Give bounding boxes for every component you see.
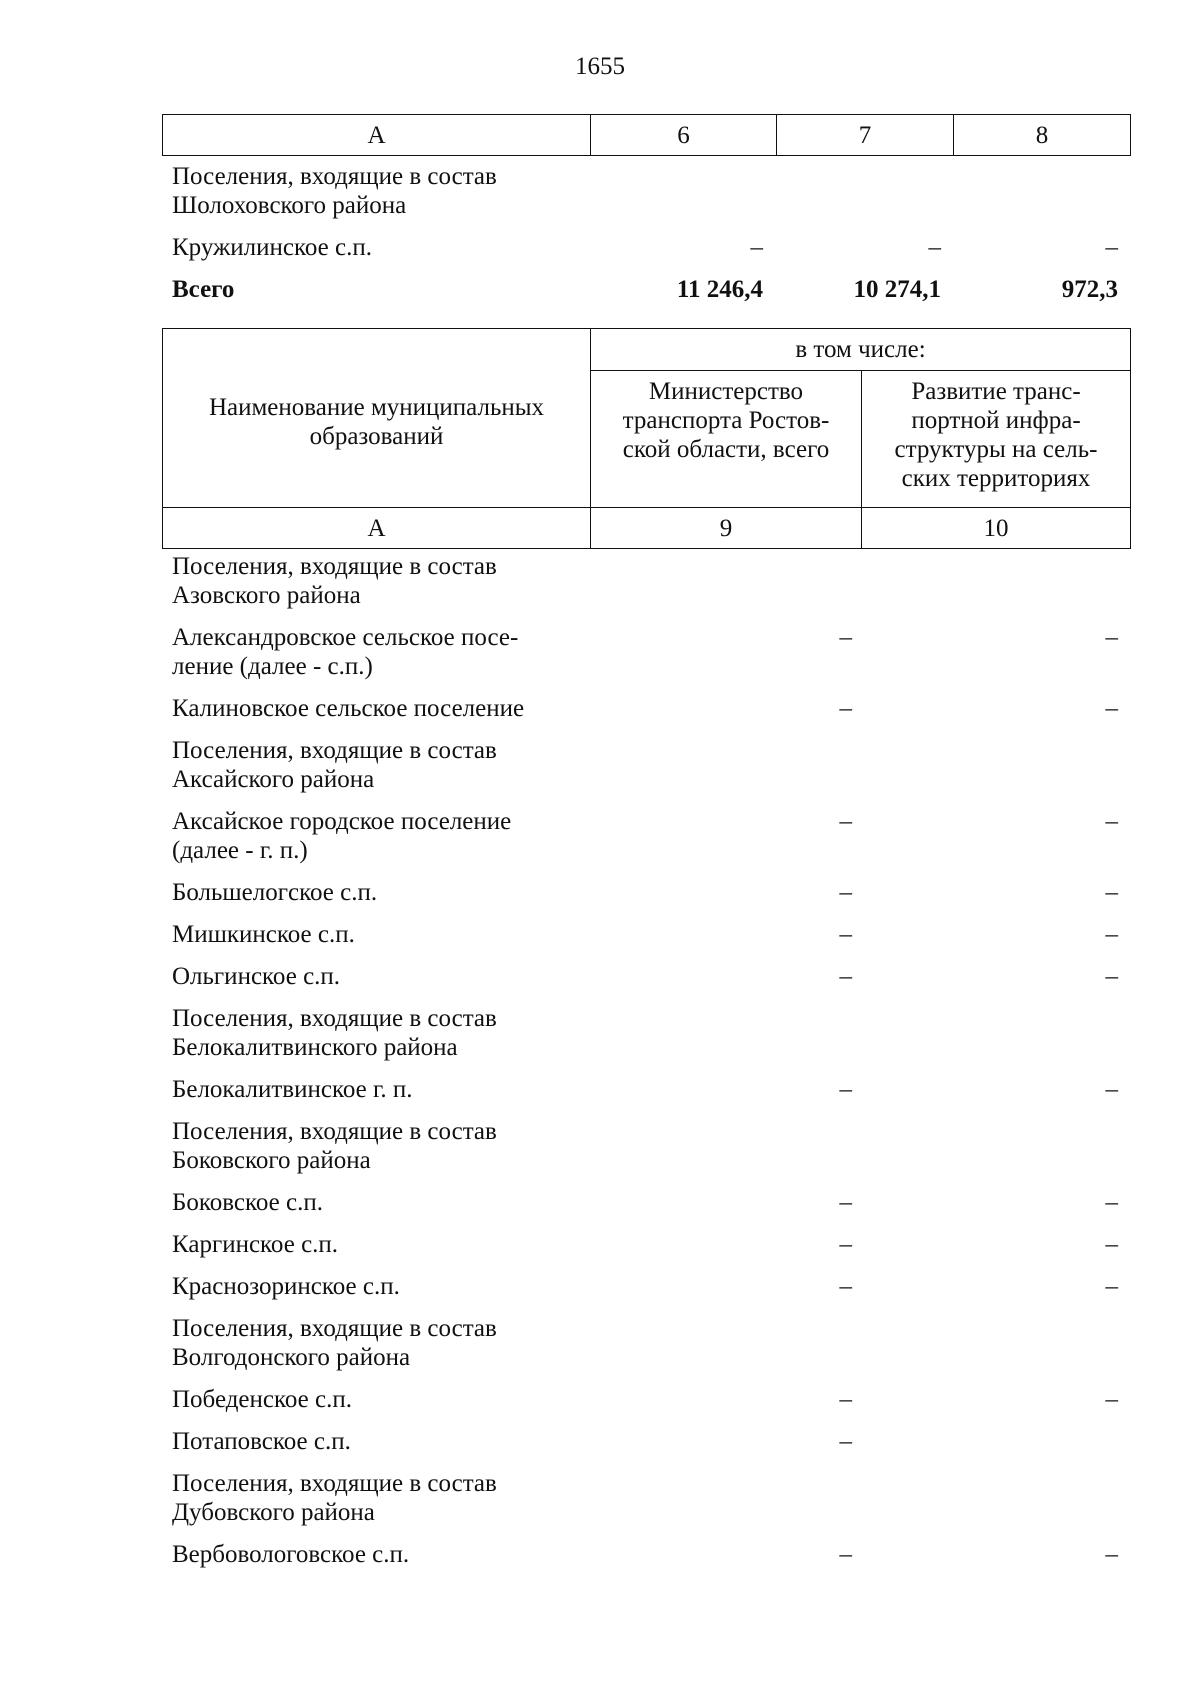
row-label: Александровское сельское посе- ление (далее - с.п.) [172,624,519,680]
row-value: – [1105,1189,1118,1216]
row-value: – [1105,695,1118,722]
row-label: Краснозоринское с.п. [172,1273,400,1300]
row-value: – [1105,624,1118,651]
table2-header-col-10-title: Развитие транс- портной инфра- структуры на сель- ских территориях [862,370,1131,507]
table1-header-col-7: 7 [777,115,954,156]
row-label: Вербовологовское с.п. [172,1541,410,1568]
row-label: Поселения, входящие в состав Шолоховского района [172,163,497,219]
row-value: – [839,1541,852,1568]
row-label: Калиновское сельское поселение [172,695,525,722]
row-value: – [1105,1541,1118,1568]
row-label: Поселения, входящие в состав Боковского района [172,1118,497,1174]
row-value: – [928,234,941,261]
table1-header [162,114,1131,156]
table1-header-col-6: 6 [591,115,777,156]
row-value: – [839,1231,852,1258]
row-value: – [839,1189,852,1216]
page-number: 1655 [575,53,625,80]
row-value: – [1105,879,1118,906]
row-label: Поселения, входящие в состав Белокалитвинского района [172,1005,497,1061]
row-value: – [750,234,763,261]
row-label: Поселения, входящие в состав Дубовского района [172,1470,497,1526]
table1-header-col-a: А [163,115,591,156]
row-label: Поселения, входящие в состав Волгодонского района [172,1315,497,1371]
row-value: – [1105,1273,1118,1300]
row-value: – [1105,1231,1118,1258]
table2-header-group: в том числе: [591,329,1131,371]
row-label: Победенское с.п. [172,1386,353,1413]
table2-header-name: Наименование муниципальных образований [163,329,591,508]
table2-number-col-9: 9 [591,508,862,549]
row-value: 10 274,1 [853,276,941,303]
row-label: Каргинское с.п. [172,1231,339,1258]
row-value: – [1105,1386,1118,1413]
row-value: – [839,695,852,722]
row-value: – [1105,1076,1118,1103]
table2-number-col-10: 10 [862,508,1131,549]
table2-number-col-a: А [163,508,591,549]
row-value: 11 246,4 [676,276,763,303]
row-value: – [839,1386,852,1413]
row-value: – [1105,234,1118,261]
row-label: Поселения, входящие в состав Аксайского района [172,737,497,793]
row-value: – [839,624,852,651]
row-value: – [839,921,852,948]
row-label: Ольгинское с.п. [172,963,341,990]
row-label: Кружилинское с.п. [172,234,372,261]
row-value: – [839,879,852,906]
table1-header-col-8: 8 [954,115,1131,156]
row-value: – [1105,921,1118,948]
table2-header-col-9-title: Министерство транспорта Ростов- ской области, всего [591,370,862,507]
row-value: – [839,1428,852,1455]
row-label: Поселения, входящие в состав Азовского района [172,553,497,609]
row-value: – [1105,808,1118,835]
row-value: – [1105,963,1118,990]
row-label: Потаповское с.п. [172,1428,351,1455]
row-label: Всего [172,276,235,303]
row-value: – [839,963,852,990]
row-label: Белокалитвинское г. п. [172,1076,413,1103]
row-label: Мишкинское с.п. [172,921,355,948]
row-value: 972,3 [1061,276,1118,303]
row-value: – [839,1273,852,1300]
row-label: Большелогское с.п. [172,879,378,906]
table2-header [162,328,1131,549]
row-value: – [839,1076,852,1103]
row-label: Аксайское городское поселение (далее - г. п.) [172,808,512,864]
row-label: Боковское с.п. [172,1189,323,1216]
row-value: – [839,808,852,835]
